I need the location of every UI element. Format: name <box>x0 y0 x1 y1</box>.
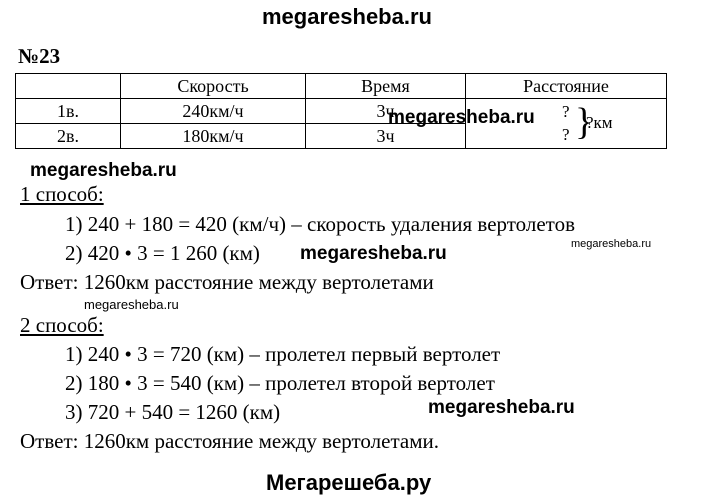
problem-number: №23 <box>18 44 61 68</box>
header-watermark: megaresheba.ru <box>262 4 432 29</box>
watermark-method2: megaresheba.ru <box>428 397 575 418</box>
distance-question-1: ? <box>562 102 570 121</box>
row-label: 2в. <box>16 124 121 149</box>
method1-step: 1) 240 + 180 = 420 (км/ч) – скорость удаления вертолетов <box>65 212 575 236</box>
table-row <box>16 99 667 124</box>
footer-title: Мегарешеба.ру <box>266 470 432 495</box>
watermark-table: megaresheba.ru <box>388 107 535 128</box>
watermark-small-right: megaresheba.ru <box>571 238 652 250</box>
watermark-method1: megaresheba.ru <box>300 243 447 264</box>
total-distance-label: ?км <box>586 113 613 132</box>
method2-step: 2) 180 • 3 = 540 (км) – пролетел второй вертолет <box>65 371 495 395</box>
table-header-cell <box>16 74 121 99</box>
method2-step: 3) 720 + 540 = 1260 (км) <box>65 400 281 424</box>
watermark-small-left: megaresheba.ru <box>84 297 179 312</box>
watermark-left: megaresheba.ru <box>30 160 177 181</box>
method1-title: 1 способ: <box>20 182 104 206</box>
speed-cell: 240км/ч <box>121 99 306 124</box>
method1-answer: Ответ: 1260км расстояние между вертолетами <box>20 270 434 294</box>
time-cell: 3ч <box>306 99 466 124</box>
method2-title: 2 способ: <box>20 313 104 337</box>
brace-icon: } <box>575 101 594 143</box>
method2-step: 1) 240 • 3 = 720 (км) – пролетел первый вертолет <box>65 342 501 366</box>
method1-step: 2) 420 • 3 = 1 260 (км) <box>65 241 260 265</box>
row-label: 1в. <box>16 99 121 124</box>
distance-question-2: ? <box>562 125 570 144</box>
time-cell: 3ч <box>306 124 466 149</box>
table-header-cell: Время <box>306 74 466 99</box>
table-header-row <box>16 74 667 99</box>
method2-answer: Ответ: 1260км расстояние между вертолетами. <box>20 429 439 453</box>
table-header-cell: Расстояние <box>466 74 667 99</box>
data-table <box>15 73 667 149</box>
speed-cell: 180км/ч <box>121 124 306 149</box>
table-header-cell: Скорость <box>121 74 306 99</box>
